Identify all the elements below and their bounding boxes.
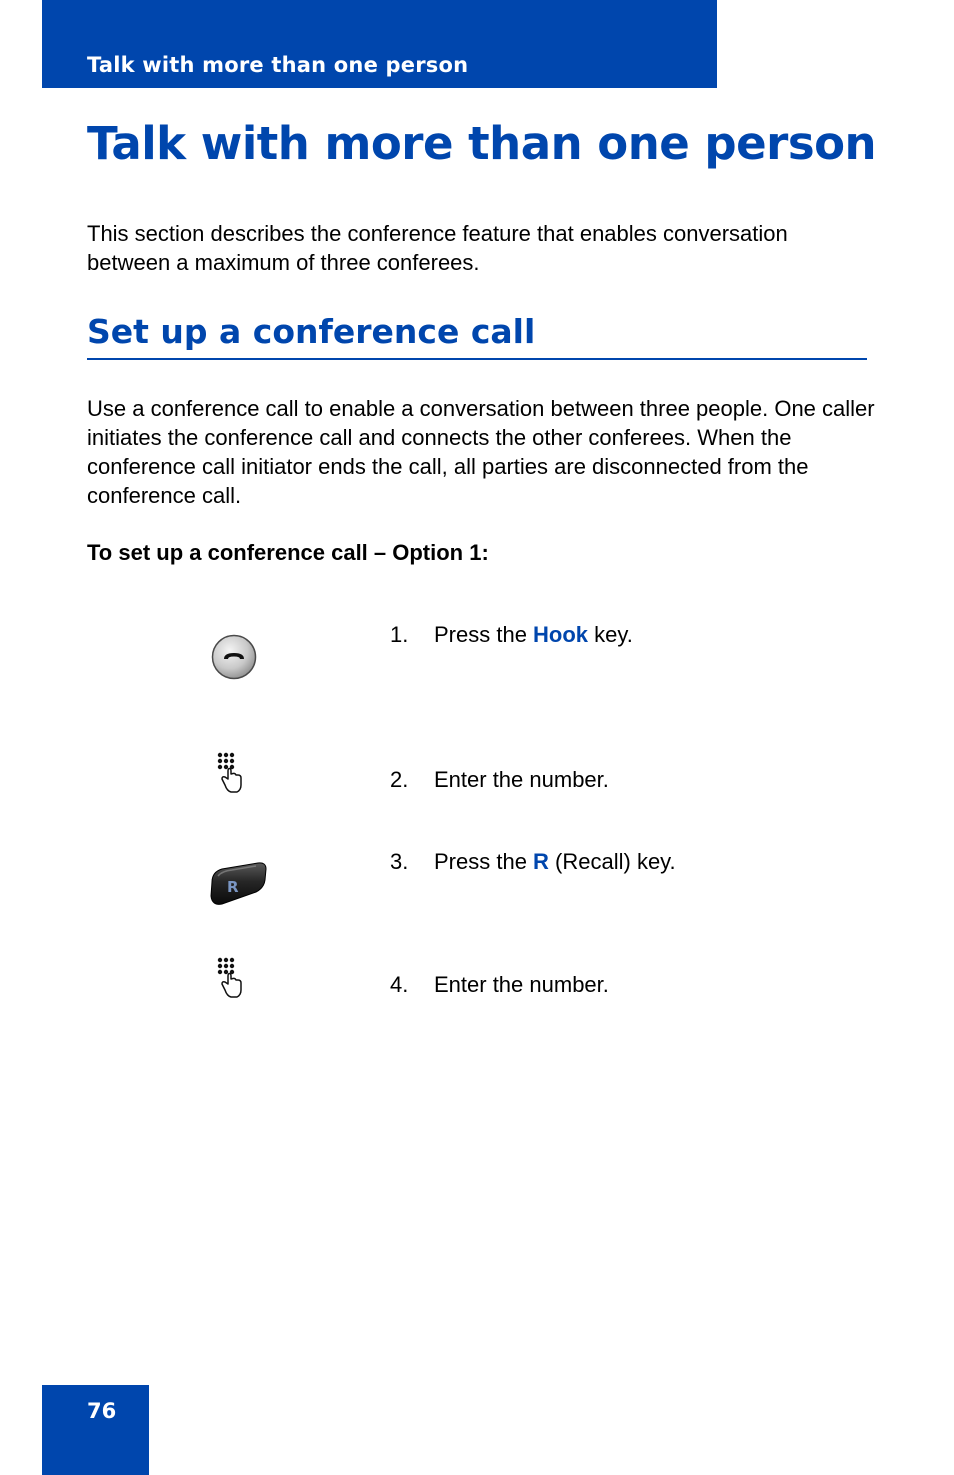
intro-paragraph: This section describes the conference feature that enables conversation between a maximum of three conferees. — [87, 221, 788, 275]
recall-key-icon — [208, 860, 270, 908]
step-text: Enter the number. — [434, 972, 609, 997]
page-number: 76 — [87, 1399, 117, 1423]
hook-key-icon — [210, 633, 258, 681]
step-4 — [390, 970, 609, 999]
step-text: Press the — [434, 849, 534, 874]
step-2 — [390, 765, 609, 794]
procedure-heading: To set up a conference call – Option 1: — [87, 540, 489, 565]
page-number-band — [42, 1385, 149, 1475]
step-number: 3. — [390, 849, 409, 874]
section-heading: Set up a conference call — [87, 309, 867, 360]
hook-key-label: Hook — [533, 622, 589, 647]
running-header: Talk with more than one person — [87, 53, 469, 77]
step-number: 2. — [390, 767, 409, 792]
recall-key-letter: R — [227, 878, 239, 896]
section-body: Use a conference call to enable a conversation between three people. One caller initiates the conference call and connects the other conferees. When the conference call initiator ends the call, all parties are disconnected from the conference call. — [87, 396, 875, 508]
step-text: key. — [588, 622, 633, 647]
page-title: Talk with more than one person — [87, 117, 877, 170]
header-band — [42, 0, 717, 88]
step-3 — [390, 847, 676, 876]
step-text: Enter the number. — [434, 767, 609, 792]
step-number: 4. — [390, 972, 409, 997]
step-number: 1. — [390, 622, 409, 647]
recall-key-label: R — [533, 849, 549, 874]
step-1 — [390, 620, 633, 649]
keypad-icon — [216, 752, 244, 794]
step-text: (Recall) key. — [548, 849, 676, 874]
keypad-icon — [216, 957, 244, 999]
step-text: Press the — [434, 622, 534, 647]
